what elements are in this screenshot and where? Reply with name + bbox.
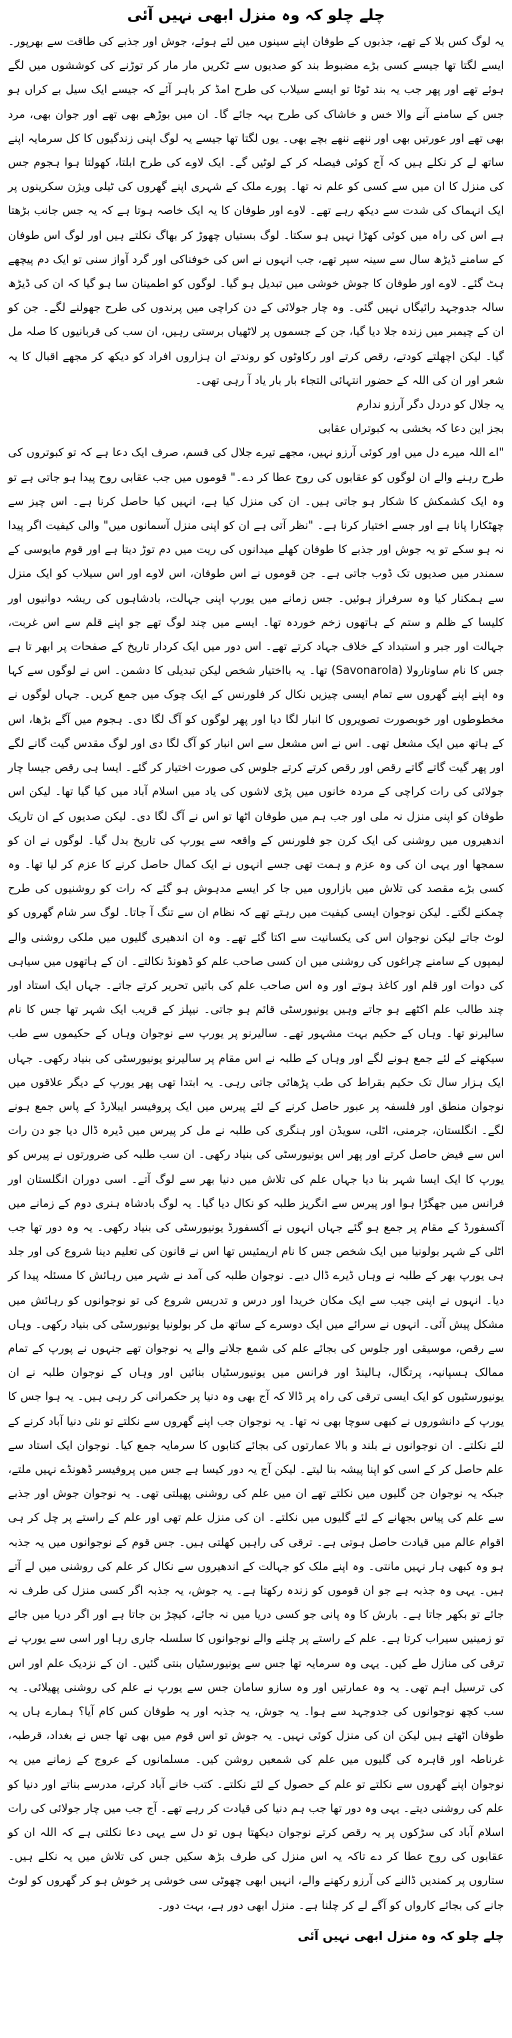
column-title: چلے چلو کہ وہ منزل ابھی نہیں آئی: [127, 6, 385, 24]
verse-line-1: یہ جلال کو دردل دگر آرزو ندارم: [356, 398, 504, 412]
closing-line: چلے چلو کہ وہ منزل ابھی نہیں آئی: [297, 1928, 504, 1943]
paragraph-1: یہ لوگ کس بلا کے تھے، جذبوں کے طوفان اپنے سینوں میں لئے ہوئے، جوش اور جذبے کی طاقت سے بھرپور۔ ایسے لگتا تھا جیسے کسی بڑے مضبوط بند کو صدیوں سے ٹکریں مار مار کر توڑنے کی کوششوں میں لگے ہوئے تھے اور پھر جب یہ بند ٹوٹا تو ایسے سیلاب کی طرح امڈ کر باہر آئے کہ جیسے ایک سیل بے کراں ہو جس کے سامنے آنے والا خس و خاشاک کی طرح بہہ جائے گا۔ ان میں بوڑھے بھی تھے اور جوان بھی، مرد بھی تھے اور عورتیں بھی اور ننھے ننھے بچے بھی۔ یوں لگتا تھا جیسے یہ لوگ اپنی زندگیوں کا کل سرمایہ اپنے ساتھ لے کر نکلے ہیں کہ آج کوئی فیصلہ کر کے لوٹیں گے۔ ایک لاوے کی طرح ابلتا، کھولتا ہوا ہجوم جس کی منزل کا ان میں سے کسی کو علم نہ تھا۔ پورے ملک کے شہری اپنے گھروں کی ٹیلی ویژن سکرینوں پر ایک انہماک کی شدت سے دیکھ رہے تھے۔ لاوے اور طوفان کا یہ ایک خاصہ ہوتا ہے کہ یہ جس جانب بڑھتا ہے اس کی راہ میں کوئی کھڑا نہیں ہو سکتا۔ لوگ بستیاں چھوڑ کر بھاگ نکلتے ہیں اور لوگ اس طوفان کے سامنے ڈیڑھ سال سے سینہ سپر تھے، جب انہوں نے اس کی خوفناکی اور گرد آواز سنی تو ایک دم پیچھے ہٹ گئے۔ لاوے اور طوفان کا جوش خوشی میں تبدیل ہو گیا۔ لوگوں کو اطمینان سا ہو گیا کہ ان کی ڈیڑھ سالہ جدوجہد رائیگاں نہیں گئی۔ وہ چار جولائی کے دن کراچی میں پرندوں کی طرح جھولنے لگے۔ جن کو ان کے چیمبر میں زندہ جلا دیا گیا، جن کے جسموں پر لاٹھیاں برستی رہیں، ان سب کی قربانیوں کا صلہ مل گیا۔ لیکن اچھلتے کودتے، رقص کرتے اور رکاوٹوں کو روندتے ان ہزاروں افراد کو دیکھ کر مجھے اقبال کا یہ شعر اور ان کی اللہ کے حضور انتہائی التجاء بار بار یاد آ رہی تھی۔: [8, 35, 504, 387]
paragraph-2: "اے اللہ میرے دل میں اور کوئی آرزو نہیں، مجھے تیرے جلال کی قسم، صرف ایک دعا ہے کہ تو کبوتروں کی طرح رہنے والے ان لوگوں کو عقابوں کی روح عطا کر دے۔" قوموں میں جب عقابی روح پیدا ہو جاتی ہے تو وہ ایک کشمکش کا شکار ہو جاتی ہیں۔ ان کی منزل کیا ہے، انہیں کیا حاصل کرنا ہے۔ اس چیز سے چھٹکارا پانا ہے اور جسے اختیار کرنا ہے۔ "نظر آتی ہے ان کو اپنی منزل آسمانوں میں" والی کیفیت اگر پیدا نہ ہو سکے تو یہ جوش اور جذبے کا طوفان کھلے میدانوں کی ریت میں دم توڑ دیتا ہے اور قوم مایوسی کے سمندر میں صدیوں تک ڈوب جاتی ہے۔ جن قوموں نے اس طوفان، اس لاوے اور اس سیلاب کو ایک منزل سے ہمکنار کیا وہ سرفراز ہوئیں۔ جس زمانے میں یورپ اپنی جہالت، بادشاہوں کی ریشہ دوانیوں اور کلیسا کے ظلم و ستم کے ہاتھوں زخم خوردہ تھا۔ ایسے میں چند لوگ تھے جو اپنے قلم سے اس غربت، جہالت اور جبر و استبداد کے خلاف جہاد کرتے تھے۔ اس دور میں ایک کردار تاریخ کے صفحات پر ابھر تا ہے جس کا نام ساونارولا (Savonarola) تھا۔ یہ بااختیار شخص لیکن تبدیلی کا دشمن۔ اس نے لوگوں سے کہا وہ اپنے اپنے گھروں سے تمام ایسی چیزیں نکال کر فلورنس کے ایک چوک میں جمع کریں۔ جہاں لوگوں نے مخطوطوں اور خوبصورت تصویروں کا انبار لگا دیا اور پھر لوگوں کو آگ لگا دی۔ ہجوم میں آگے بڑھا، اس کے ہاتھ میں ایک مشعل تھی۔ اس نے اس مشعل سے اس انبار کو آگ لگا دی اور لوگ مقدس گیت گانے لگے اور پھر گیت گاتے گاتے رقص اور رقص کرتے کرتے جلوس کی صورت اختیار کر گئے۔ ایسا ہی رقص جیسا چار جولائی کی رات کراچی کے مردہ خانوں میں پڑی لاشوں کی یاد میں اسلام آباد میں کیا گیا تھا۔ لیکن اس طوفان کو اپنی منزل نہ ملی اور جب ہم میں طوفان اٹھا تو اس نے آگ لگا دی۔ لیکن صدیوں کے ان تاریک اندھیروں میں روشنی کی ایک کرن جو فلورنس کے واقعہ سے یورپ کی تاریخ بدل گیا۔ لوگوں نے ان کو سمجھا اور یہی ان کی وہ عزم و ہمت تھی جسے انہوں نے ایک کمال حاصل کرنے کا عزم کر لیا تھا۔ وہ کسی بڑے مقصد کی تلاش میں بازاروں میں جا کر ایسے مدہوش ہو گئے کہ رات کو روشنیوں کی طرح چمکنے لگتے۔ لیکن نوجوان ایسی کیفیت میں رہتے تھے کہ نظام ان سے تنگ آ جاتا۔ لوگ سر شام گھروں کو لوٹ جاتے لیکن نوجوان اس کی یکسانیت سے اکتا گئے تھے۔ وہ ان اندھیری گلیوں میں ملکی روشنی والے لیمپوں کے سامنے چراغوں کی روشنی میں ان کسی صاحب علم کو ڈھونڈ نکالتے۔ ان کے ہاتھوں میں سیاہی کی دوات اور قلم اور کاغذ ہوتے اور وہ اس صاحب علم کی باتیں تحریر کرتے جاتے۔ جہاں ایک استاد اور چند طالب علم اکٹھے ہو جاتے وہیں یونیورسٹی قائم ہو جاتی۔ نیپلز کے قریب ایک شہر تھا جس کا نام سالیرنو تھا۔ وہاں کے حکیم بہت مشہور تھے۔ سالیرنو پر یورپ سے نوجوان وہاں کے حکیموں سے طب سیکھنے کے لئے جمع ہونے لگے اور وہاں کے طلبہ نے اس مقام پر سالیرنو یونیورسٹی کی بنیاد رکھی۔ جہاں ایک ہزار سال تک حکیم بقراط کی طب پڑھائی جاتی رہی۔ یہ ابتدا تھی پھر یورپ کے دیگر علاقوں میں نوجوان منطق اور فلسفہ پر عبور حاصل کرنے کے لئے پیرس میں ایک پروفیسر ایبلارڈ کے پاس جمع ہونے لگے۔ انگلستان، جرمنی، اٹلی، سویڈن اور ہنگری کی طلبہ نے مل کر پیرس میں ڈیرہ ڈال دیا جو دن رات اس سے فیض حاصل کرتے اور پھر اس یونیورسٹی کی بنیاد رکھی۔ ان سب طلبہ کی ضرورتوں نے پیرس کو یورپ کا ایک ایسا شہر بنا دیا جہاں علم کی تلاش میں دنیا بھر سے لوگ آتے۔ اسی دوران انگلستان اور فرانس میں جھگڑا ہوا اور پیرس سے انگریز طلبہ کو نکال دیا گیا۔ یہ لوگ بادشاہ ہنری دوم کے زمانے میں آکسفورڈ کے مقام پر جمع ہو گئے جہاں انہوں نے آکسفورڈ یونیورسٹی کی بنیاد رکھی۔ یہ وہ دور تھا جب اٹلی کے شہر بولونیا میں ایک شخص جس کا نام اریمئیس تھا اس نے قانون کی تعلیم دینا شروع کی اور جلد ہی یورپ بھر کے طلبہ نے وہاں ڈیرے ڈال دیے۔ نوجوان طلبہ کی آمد نے شہر میں رہائش کا مسئلہ پیدا کر دیا۔ انہوں نے اپنی جیب سے ایک مکان خریدا اور درس و تدریس شروع کی تو نوجوانوں کو رہائش میں مشکل پیش آئی۔ انہوں نے سرائے میں ایک دوسرے کے ساتھ مل کر بولونیا یونیورسٹی کی بنیاد رکھی۔ وہاں سے رقص، موسیقی اور جلوس کی بجائے علم کی شمع جلانے والے یہ نوجوان تھے جنہوں نے پورپ کے تمام ممالک ہسپانیہ، پرتگال، ہالینڈ اور فرانس میں یونیورسٹیاں بنائیں اور وہاں کے نوجوان طلبہ نے ان یونیورسٹیوں کو ایک ایسی ترقی کی راہ پر ڈالا کہ آج بھی وہ دنیا پر حکمرانی کر رہی ہیں۔ یہ ہوا جس کا یورپ کے دانشوروں نے کبھی سوچا بھی نہ تھا۔ یہ نوجوان جب اپنے گھروں سے نکلتے تو نئی دنیا آباد کرنے کے لئے نکلتے۔ ان نوجوانوں نے بلند و بالا عمارتوں کی بجائے کتابوں کا سرمایہ جمع کیا۔ نوجوان ایک استاد سے علم حاصل کر کے اسی کو اپنا پیشہ بنا لیتے۔ لیکن آج یہ دور کیسا ہے جس میں پروفیسر ڈھونڈے نہیں ملتے، جبکہ یہ نوجوان جن گلیوں میں نکلتے تھے ان میں علم کی روشنی پھیلتی تھی۔ یہ نوجوان جوش اور جذبے سے علم کی پیاس بجھانے کے لئے گلیوں میں نکلتے۔ ان کی منزل علم تھی اور علم کے راستے پر چل کر ہی اقوام عالم میں قیادت حاصل ہوتی ہے۔ ترقی کی راہیں کھلتی ہیں۔ جس قوم کے نوجوانوں میں یہ جذبہ ہو وہ کبھی ہار نہیں مانتی۔ وہ اپنے ملک کو جہالت کے اندھیروں سے نکال کر علم کی روشنی میں لے آتے ہیں۔ یہی وہ جذبہ ہے جو ان قوموں کو زندہ رکھتا ہے۔ یہ جوش، یہ جذبہ اگر کسی منزل کی طرف نہ جائے تو بکھر جاتا ہے۔ بارش کا وہ پانی جو کسی دریا میں نہ جائے، کیچڑ بن جاتا ہے اور اگر دریا میں جائے تو زمینیں سیراب کرتا ہے۔ علم کے راستے پر چلنے والے نوجوانوں کا سلسلہ جاری رہا اور اسی سے یورپ نے ترقی کی منازل طے کیں۔ یہی وہ سرمایہ تھا جس سے یونیورسٹیاں بنتی گئیں۔ ان کے نزدیک علم اور اس کی ترسیل اہم تھی۔ یہ وہ عمارتیں اور وہ سازو سامان جس سے یورپ نے علم کی روشنی پھیلائی۔ یہ سب کچھ نوجوانوں کی جدوجہد سے ہوا۔ یہ جوش، یہ جذبہ اور یہ طوفان کس کام آیا؟ ہمارے ہاں یہ طوفان اٹھتے ہیں لیکن ان کی منزل کوئی نہیں۔ یہ جوش تو اس قوم میں بھی تھا جس نے بغداد، قرطبہ، غرناطہ اور قاہرہ کی گلیوں میں علم کی شمعیں روشن کیں۔ مسلمانوں کے عروج کے زمانے میں یہ نوجوان اپنے گھروں سے نکلتے تو علم کے حصول کے لئے نکلتے۔ کتب خانے آباد کرتے، مدرسے بناتے اور دنیا کو علم کی روشنی دیتے۔ یہی وہ دور تھا جب ہم دنیا کی قیادت کر رہے تھے۔ آج جب میں چار جولائی کی رات اسلام آباد کی سڑکوں پر یہ رقص کرتے نوجوان دیکھتا ہوں تو دل سے یہی دعا نکلتی ہے کہ اللہ ان کو عقابوں کی روح عطا کر دے تاکہ یہ اس منزل کی طرف بڑھ سکیں جس کی تلاش میں یہ نکلے ہیں۔ ستاروں پر کمندیں ڈالنے کی آرزو رکھنے والے، انہیں ابھی چھوٹی سی خوشی پر خوش ہو کر گھروں کو لوٹ جانے کی بجائے کارواں کو آگے لے کر چلنا ہے۔ منزل ابھی دور ہے، بہت دور۔: [8, 446, 504, 1912]
verse-line-2: بجز این دعا کہ بخشی بہ کبوتراں عقابی: [318, 422, 504, 436]
